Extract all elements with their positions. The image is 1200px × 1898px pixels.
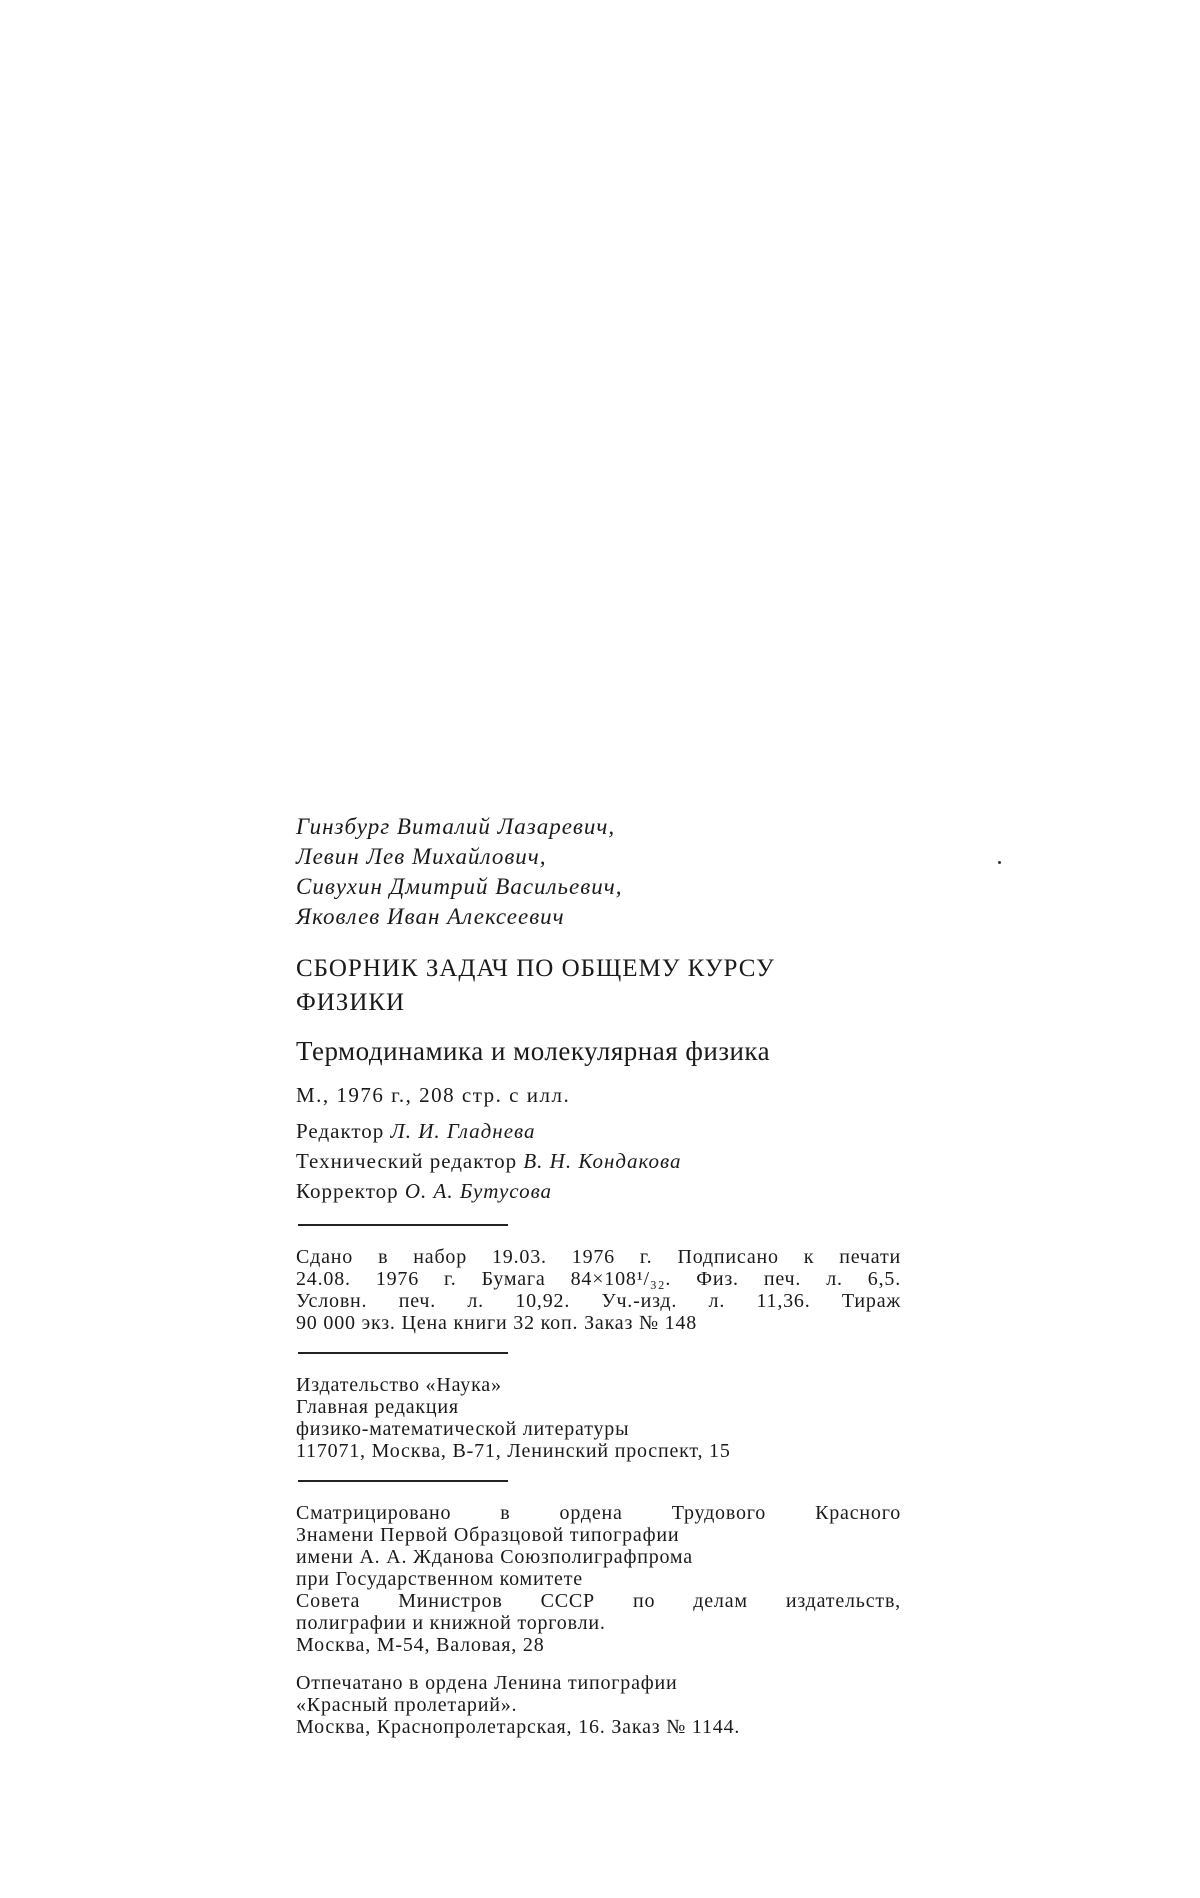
print-detail-line: 24.08. 1976 г. Бумага 84×108¹/₃₂. Физ. печ. л. 6,5. xyxy=(296,1268,901,1290)
staff-name: Л. И. Гладнева xyxy=(390,1119,536,1143)
matrix-line: Сматрицировано в ордена Трудового Красного xyxy=(296,1502,901,1524)
print-detail-line: Сдано в набор 19.03. 1976 г. Подписано к печати xyxy=(296,1246,901,1268)
author-name: Левин Лев Михайлович, xyxy=(296,844,547,869)
book-title-line: СБОРНИК ЗАДАЧ ПО ОБЩЕМУ КУРСУ xyxy=(296,955,775,982)
author-list xyxy=(296,812,906,932)
print-detail-line: 90 000 экз. Цена книги 32 коп. Заказ № 148 xyxy=(296,1312,698,1334)
stray-mark xyxy=(998,861,1001,864)
book-title-line: ФИЗИКИ xyxy=(296,989,406,1016)
print-details xyxy=(296,1246,901,1334)
matrix-info xyxy=(296,1502,901,1656)
printed-info xyxy=(296,1672,906,1738)
matrix-line: Совета Министров СССР по делам издательств, xyxy=(296,1590,901,1612)
matrix-line: полиграфии и книжной торговли. xyxy=(296,1612,606,1634)
author-name: Яковлев Иван Алексеевич xyxy=(296,904,565,929)
matrix-line: Знамени Первой Образцовой типографии xyxy=(296,1524,680,1546)
publisher-line: Издательство «Наука» xyxy=(296,1374,502,1396)
author-name: Гинзбург Виталий Лазаревич, xyxy=(296,814,616,839)
printed-line: Отпечатано в ордена Ленина типографии xyxy=(296,1672,678,1694)
publication-info: М., 1976 г., 208 стр. с илл. xyxy=(296,1083,571,1107)
printed-line: «Красный пролетарий». xyxy=(296,1694,518,1716)
staff-role: Технический редактор xyxy=(296,1149,518,1173)
staff-proofreader xyxy=(296,1176,906,1206)
matrix-line: при Государственном комитете xyxy=(296,1568,583,1590)
book-title xyxy=(296,952,906,1020)
publisher-info xyxy=(296,1374,906,1462)
imprint-page xyxy=(296,812,906,1738)
matrix-line: имени А. А. Жданова Союзполиграфпрома xyxy=(296,1546,693,1568)
book-subtitle: Термодинамика и молекулярная физика xyxy=(296,1036,771,1066)
divider xyxy=(298,1480,508,1482)
staff-name: В. Н. Кондакова xyxy=(523,1149,682,1173)
staff-editor xyxy=(296,1116,906,1146)
publisher-line: 117071, Москва, В-71, Ленинский проспект, 15 xyxy=(296,1440,731,1462)
staff-role: Редактор xyxy=(296,1119,385,1143)
printed-line: Москва, Краснопролетарская, 16. Заказ № 1144. xyxy=(296,1716,741,1738)
matrix-line: Москва, М-54, Валовая, 28 xyxy=(296,1634,545,1656)
editorial-staff xyxy=(296,1116,906,1206)
staff-name: О. А. Бутусова xyxy=(404,1179,553,1203)
staff-tech-editor xyxy=(296,1146,906,1176)
divider xyxy=(298,1224,508,1226)
divider xyxy=(298,1352,508,1354)
author-name: Сивухин Дмитрий Васильевич, xyxy=(296,874,623,899)
publisher-line: Главная редакция xyxy=(296,1396,459,1418)
staff-role: Корректор xyxy=(296,1179,399,1203)
print-detail-line: Условн. печ. л. 10,92. Уч.-изд. л. 11,36. Тираж xyxy=(296,1290,901,1312)
publisher-line: физико-математической литературы xyxy=(296,1418,630,1440)
